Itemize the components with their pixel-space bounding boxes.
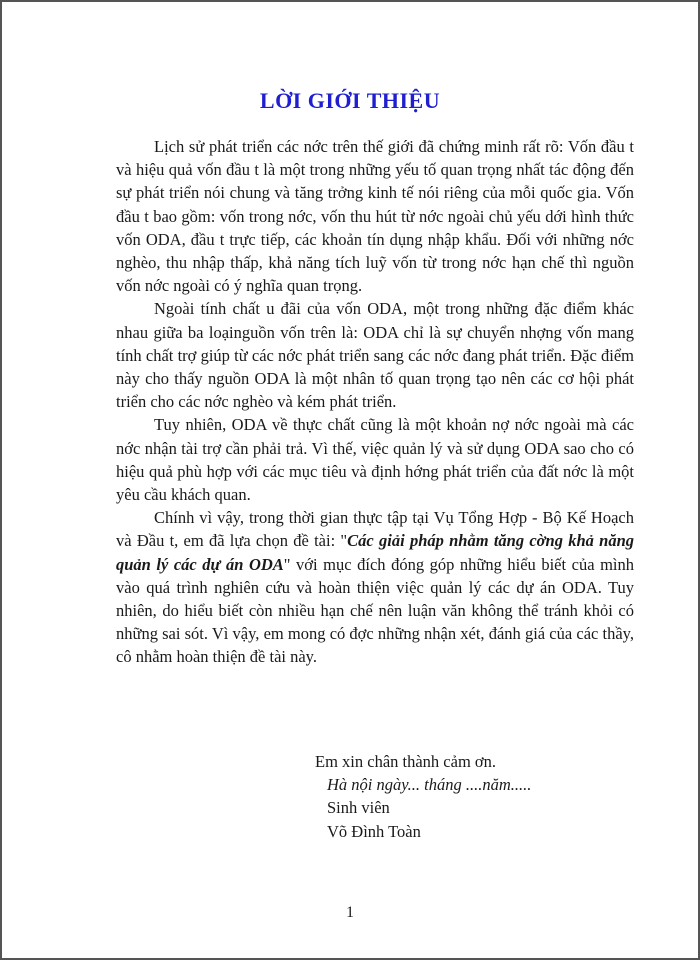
signoff-block bbox=[315, 750, 531, 843]
paragraph-1: Lịch sử phát triển các nớc trên thế giới đã chứng minh rất rõ: Vốn đầu t và hiệu quả vốn đầu t là một trong những yếu tố quan trọng nhất tác động đến sự phát triển nói chung và tăng trởng kinh tế nói riêng của mỗi quốc gia. Vốn đầu t bao gồm: vốn trong nớc, vốn thu hút từ nớc ngoài chủ yếu dới hình thức vốn ODA, đầu t trực tiếp, các khoản tín dụng nhập khẩu. Đối với những nớc nghèo, thu nhập thấp, khả năng tích luỹ vốn từ trong nớc hạn chế thì nguồn vốn nớc ngoài có ý nghĩa quan trọng. bbox=[116, 137, 634, 296]
paragraph-4 bbox=[116, 506, 634, 668]
author-name: Võ Đình Toàn bbox=[327, 821, 421, 841]
paragraph-4-intro: Chính vì vậy, trong thời gian thực tập tại Vụ Tổng Hợp - Bộ Kế Hoạch và Đầu t, em đã lựa chọn đề tài: " bbox=[116, 508, 634, 551]
thesis-topic: Các giải pháp nhằm tăng cờng khả năng quản lý các dự án ODA bbox=[116, 531, 635, 574]
paragraph-3: Tuy nhiên, ODA về thực chất cũng là một khoản nợ nớc ngoài mà các nớc nhận tài trợ cần phải trả. Vì thế, việc quản lý và sử dụng ODA sao cho có hiệu quả phù hợp với các mục tiêu và định hớng phát triển của đất nớc là một yêu cầu khách quan. bbox=[116, 415, 634, 505]
date-line: Hà nội ngày... tháng ....năm..... bbox=[327, 775, 532, 795]
page-title: LỜI GIỚI THIỆU bbox=[259, 88, 441, 113]
paragraph-4-rest: " với mục đích đóng góp những hiểu biết của mình vào quá trình nghiên cứu và hoàn thiện việc quản lý các dự án ODA. Tuy nhiên, do hiểu biết còn nhiều hạn chế nên luận văn không thể tránh khỏi có những sai sót. Vì vậy, em mong có đợc những nhận xét, đánh giá của các thầy, cô nhằm hoàn thiện đề tài này. bbox=[116, 554, 634, 667]
role-line: Sinh viên bbox=[327, 798, 390, 818]
document-body bbox=[116, 135, 634, 669]
thanks-line: Em xin chân thành cảm ơn. bbox=[315, 752, 497, 771]
paragraph-2: Ngoài tính chất u đãi của vốn ODA, một trong những đặc điểm khác nhau giữa ba loạinguồn vốn trên là: ODA chỉ là sự chuyển nhợng vốn mang tính chất trợ giúp từ các nớc phát triển sang các nớc đang phát triển. Đặc điểm này cho thấy nguồn ODA là một nhân tố quan trọng tạo nên các cơ hội phát triển cho các nớc nghèo và kém phát triển. bbox=[116, 299, 634, 412]
page-number: 1 bbox=[346, 904, 354, 921]
